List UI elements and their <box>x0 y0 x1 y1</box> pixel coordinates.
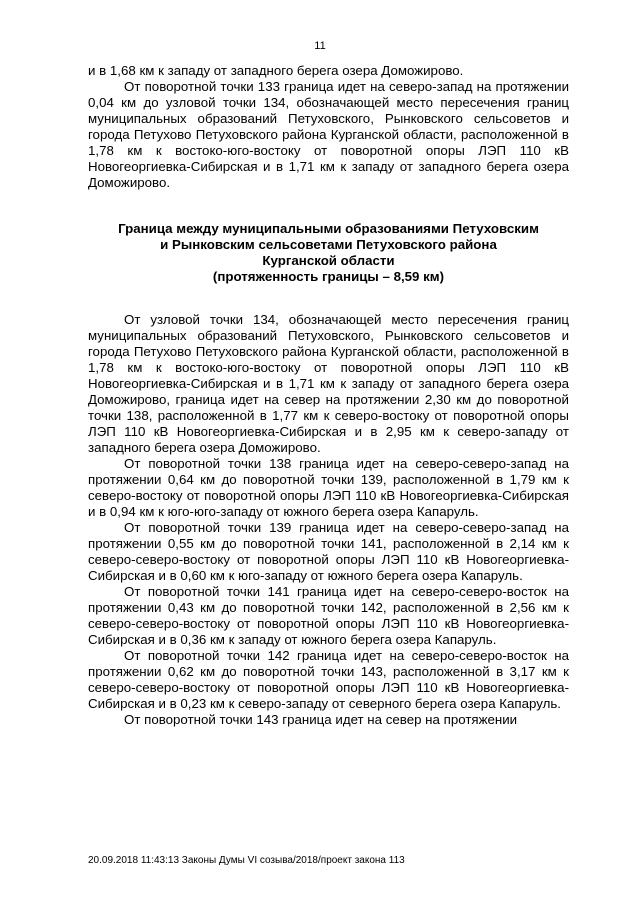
footer-text: 20.09.2018 11:43:13 Законы Думы VI созыва/2018/проект закона 113 <box>88 855 405 866</box>
paragraph: От узловой точки 134, обозначающей место пересечения границ муниципальных образований Петуховского, Рынковского сельсоветов и города Петухово Петуховского района Курганской области, расположенной в 1,78 км к востоко-юго-востоку от поворотной опоры ЛЭП 110 кВ Новогеоргиевка-Сибирская и в 1,71 км к западу от западного берега озера Доможирово, граница идет на север на протяжении 2,30 км до поворотной точки 138, расположенной в 1,77 км к северо-востоку от поворотной опоры ЛЭП 110 кВ Новогеоргиевка-Сибирская и в 2,95 км к северо-западу от западного берега озера Доможирово. <box>88 312 569 455</box>
heading-line: (протяженность границы – 8,59 км) <box>212 269 445 284</box>
heading-line: и Рынковским сельсоветами Петуховского района <box>160 237 497 252</box>
document-body <box>88 63 569 728</box>
paragraph: От поворотной точки 133 граница идет на северо-запад на протяжении 0,04 км до узловой точки 134, обозначающей место пересечения границ муниципальных образований Петуховского, Рынковского сельсоветов и города Петухово Петуховского района Курганской области, расположенной в 1,78 км к востоко-юго-востоку от поворотной опоры ЛЭП 110 кВ Новогеоргиевка-Сибирская и в 1,71 км к западу от западного берега озера Доможирово. <box>88 79 569 190</box>
paragraph: От поворотной точки 139 граница идет на северо-северо-запад на протяжении 0,55 км до поворотной точки 141, расположенной в 2,14 км к северо-северо-востоку от поворотной опоры ЛЭП 110 кВ Новогеоргиевка-Сибирская и в 0,60 км к юго-западу от южного берега озера Капаруль. <box>88 520 569 583</box>
page-number: 11 <box>314 40 326 52</box>
paragraph: От поворотной точки 141 граница идет на северо-северо-восток на протяжении 0,43 км до поворотной точки 142, расположенной в 2,56 км к северо-северо-востоку от поворотной опоры ЛЭП 110 кВ Новогеоргиевка-Сибирская и в 0,36 км к западу от южного берега озера Капаруль. <box>88 584 569 647</box>
paragraph: От поворотной точки 143 граница идет на север на протяжении <box>124 712 518 727</box>
paragraph: От поворотной точки 142 граница идет на северо-северо-восток на протяжении 0,62 км до поворотной точки 143, расположенной в 3,17 км к северо-северо-востоку от поворотной опоры ЛЭП 110 кВ Новогеоргиевка-Сибирская и в 0,23 км к северо-западу от северного берега озера Капаруль. <box>88 648 569 711</box>
heading-line: Курганской области <box>262 253 395 268</box>
heading-line: Граница между муниципальными образованиями Петуховским <box>118 221 539 236</box>
paragraph: и в 1,68 км к западу от западного берега озера Доможирово. <box>88 63 464 78</box>
paragraph: От поворотной точки 138 граница идет на северо-северо-запад на протяжении 0,64 км до поворотной точки 139, расположенной в 1,79 км к северо-востоку от поворотной опоры ЛЭП 110 кВ Новогеоргиевка-Сибирская и в 0,94 км к юго-юго-западу от южного берега озера Капаруль. <box>88 456 569 519</box>
section-heading <box>88 221 569 285</box>
